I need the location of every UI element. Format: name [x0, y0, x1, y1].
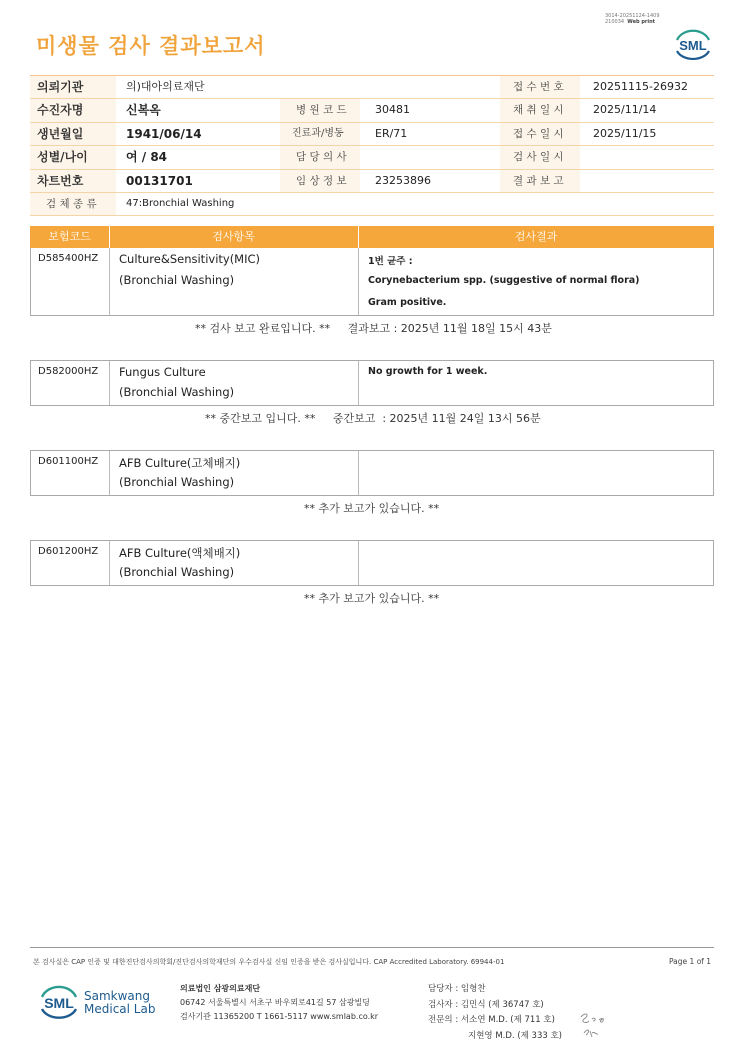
info-row — [30, 193, 714, 216]
staff-name: 서소연 M.D. (제 711 호) — [460, 1015, 555, 1025]
staff-role: 전문의 : — [428, 1015, 459, 1025]
results-table-header — [30, 226, 714, 248]
staff-list — [428, 982, 562, 1044]
test-item-name: AFB Culture(액체배지) — [119, 546, 241, 560]
staff-row — [428, 1013, 562, 1029]
value-department: ER/71 — [375, 126, 408, 140]
info-row — [30, 123, 714, 146]
footer-divider — [30, 947, 714, 948]
print-code — [605, 13, 660, 25]
org-name: 의료법인 삼광의료재단 — [180, 984, 261, 993]
sml-logo-icon — [672, 26, 714, 64]
label-received-date: 접 수 일 시 — [513, 127, 564, 140]
test-code: D601200HZ — [38, 546, 99, 557]
test-code: D582000HZ — [38, 366, 99, 377]
staff-role: 담당자 : — [428, 984, 459, 994]
label-specimen-type: 검 체 종 류 — [46, 197, 97, 210]
label-department: 진료과/병동 — [292, 127, 344, 139]
organization-info — [180, 982, 378, 1024]
sml-logo-icon — [37, 982, 81, 1024]
label-accession-no: 접 수 번 호 — [513, 81, 564, 93]
test-result-line: 1번 균주 : — [368, 256, 413, 267]
page-number: Page 1 of 1 — [669, 957, 712, 966]
label-collection-date: 채 취 일 시 — [513, 104, 564, 117]
test-code: D585400HZ — [38, 253, 99, 264]
patient-info — [30, 75, 714, 216]
value-hospital-code: 30481 — [375, 103, 410, 117]
label-birth-date: 생년월일 — [37, 126, 84, 141]
label-result-report: 결 과 보 고 — [513, 174, 564, 187]
test-item-specimen: (Bronchial Washing) — [119, 565, 235, 579]
org-contact: 검사기관 11365200 T 1661-5117 www.smlab.co.kr — [180, 1012, 379, 1021]
report-status-note: ** 추가 보고가 있습니다. ** — [304, 502, 440, 515]
header-insurance-code: 보험코드 — [48, 230, 91, 243]
test-item-specimen: (Bronchial Washing) — [119, 475, 235, 489]
label-hospital-code: 병 원 코 드 — [296, 104, 347, 117]
value-clinical-info: 23253896 — [375, 173, 431, 187]
value-sex-age: 여 / 84 — [126, 150, 168, 165]
info-row — [30, 99, 714, 122]
label-requesting-org: 의뢰기관 — [37, 80, 84, 94]
test-result-line: Gram positive. — [368, 297, 447, 308]
brand-line2: Medical Lab — [84, 1002, 156, 1016]
brand-line1: Samkwang — [84, 989, 150, 1003]
staff-row — [428, 1029, 562, 1045]
test-block — [30, 248, 714, 316]
test-block — [30, 360, 714, 406]
info-row — [30, 170, 714, 193]
staff-row — [428, 998, 562, 1014]
certification-text: 본 검사실은 CAP 인증 및 대한진단검사의학회/진단검사의학재단의 우수검사실 신임 인증을 받은 검사실입니다. CAP Accredited Laboratory. 69944-01 — [33, 958, 505, 966]
print-code-line1: 3014-20251124-1409 — [605, 13, 660, 19]
test-code: D601100HZ — [38, 456, 99, 467]
report-title: 미생물 검사 결과보고서 — [36, 34, 266, 58]
label-patient-name: 수진자명 — [37, 103, 84, 118]
info-row — [30, 76, 714, 99]
svg-text:SML: SML — [679, 38, 707, 53]
brand-name — [84, 990, 155, 1016]
test-block — [30, 540, 714, 586]
org-address: 06742 서울특별시 서초구 바우뫼로41길 57 삼광빌딩 — [180, 998, 370, 1007]
value-specimen-type: 47:Bronchial Washing — [126, 197, 235, 209]
report-status-note: ** 추가 보고가 있습니다. ** — [304, 592, 440, 605]
test-item-specimen: (Bronchial Washing) — [119, 273, 235, 287]
value-chart-no: 00131701 — [126, 173, 193, 188]
test-result-line: No growth for 1 week. — [368, 366, 488, 377]
label-doctor: 담 당 의 사 — [296, 151, 347, 164]
value-collection-date: 2025/11/14 — [593, 103, 657, 117]
header-test-item: 검사항목 — [212, 230, 255, 243]
test-item-name: Fungus Culture — [119, 365, 206, 379]
header-test-result: 검사결과 — [514, 230, 558, 243]
label-sex-age: 성별/나이 — [37, 150, 88, 165]
value-birth-date: 1941/06/14 — [126, 126, 202, 141]
svg-text:SML: SML — [44, 995, 74, 1011]
label-chart-no: 차트번호 — [37, 173, 84, 188]
staff-name: 임형찬 — [460, 984, 486, 994]
label-clinical-info: 임 상 정 보 — [296, 174, 347, 187]
web-print-label: Web print — [627, 19, 656, 25]
report-status-note: ** 검사 보고 완료입니다. ** 결과보고 : 2025년 11월 18일 15시 43분 — [195, 322, 552, 335]
staff-name: 지현영 M.D. (제 333 호) — [468, 1030, 563, 1041]
staff-role: 검사자 : — [428, 999, 459, 1010]
test-item-specimen: (Bronchial Washing) — [119, 385, 235, 399]
test-item-name: Culture&Sensitivity(MIC) — [119, 252, 261, 266]
value-received-date: 2025/11/15 — [593, 126, 657, 140]
info-row — [30, 146, 714, 169]
test-item-name: AFB Culture(고체배지) — [119, 456, 241, 470]
staff-row — [428, 982, 562, 998]
test-block — [30, 450, 714, 496]
label-test-date: 검 사 일 시 — [513, 151, 564, 164]
value-patient-name: 신복옥 — [126, 103, 161, 118]
value-accession-no: 20251115-26932 — [593, 80, 688, 93]
value-requesting-org: 의)대아의료재단 — [126, 80, 205, 93]
report-status-note: ** 중간보고 입니다. ** 중간보고 : 2025년 11월 24일 13시 56분 — [205, 412, 541, 425]
signature-icon — [578, 1009, 612, 1041]
staff-name: 김민식 (제 36747 호) — [460, 999, 544, 1010]
test-result-line: Corynebacterium spp. (suggestive of normal flora) — [368, 275, 640, 286]
print-code-line2: 210034 — [605, 19, 625, 25]
